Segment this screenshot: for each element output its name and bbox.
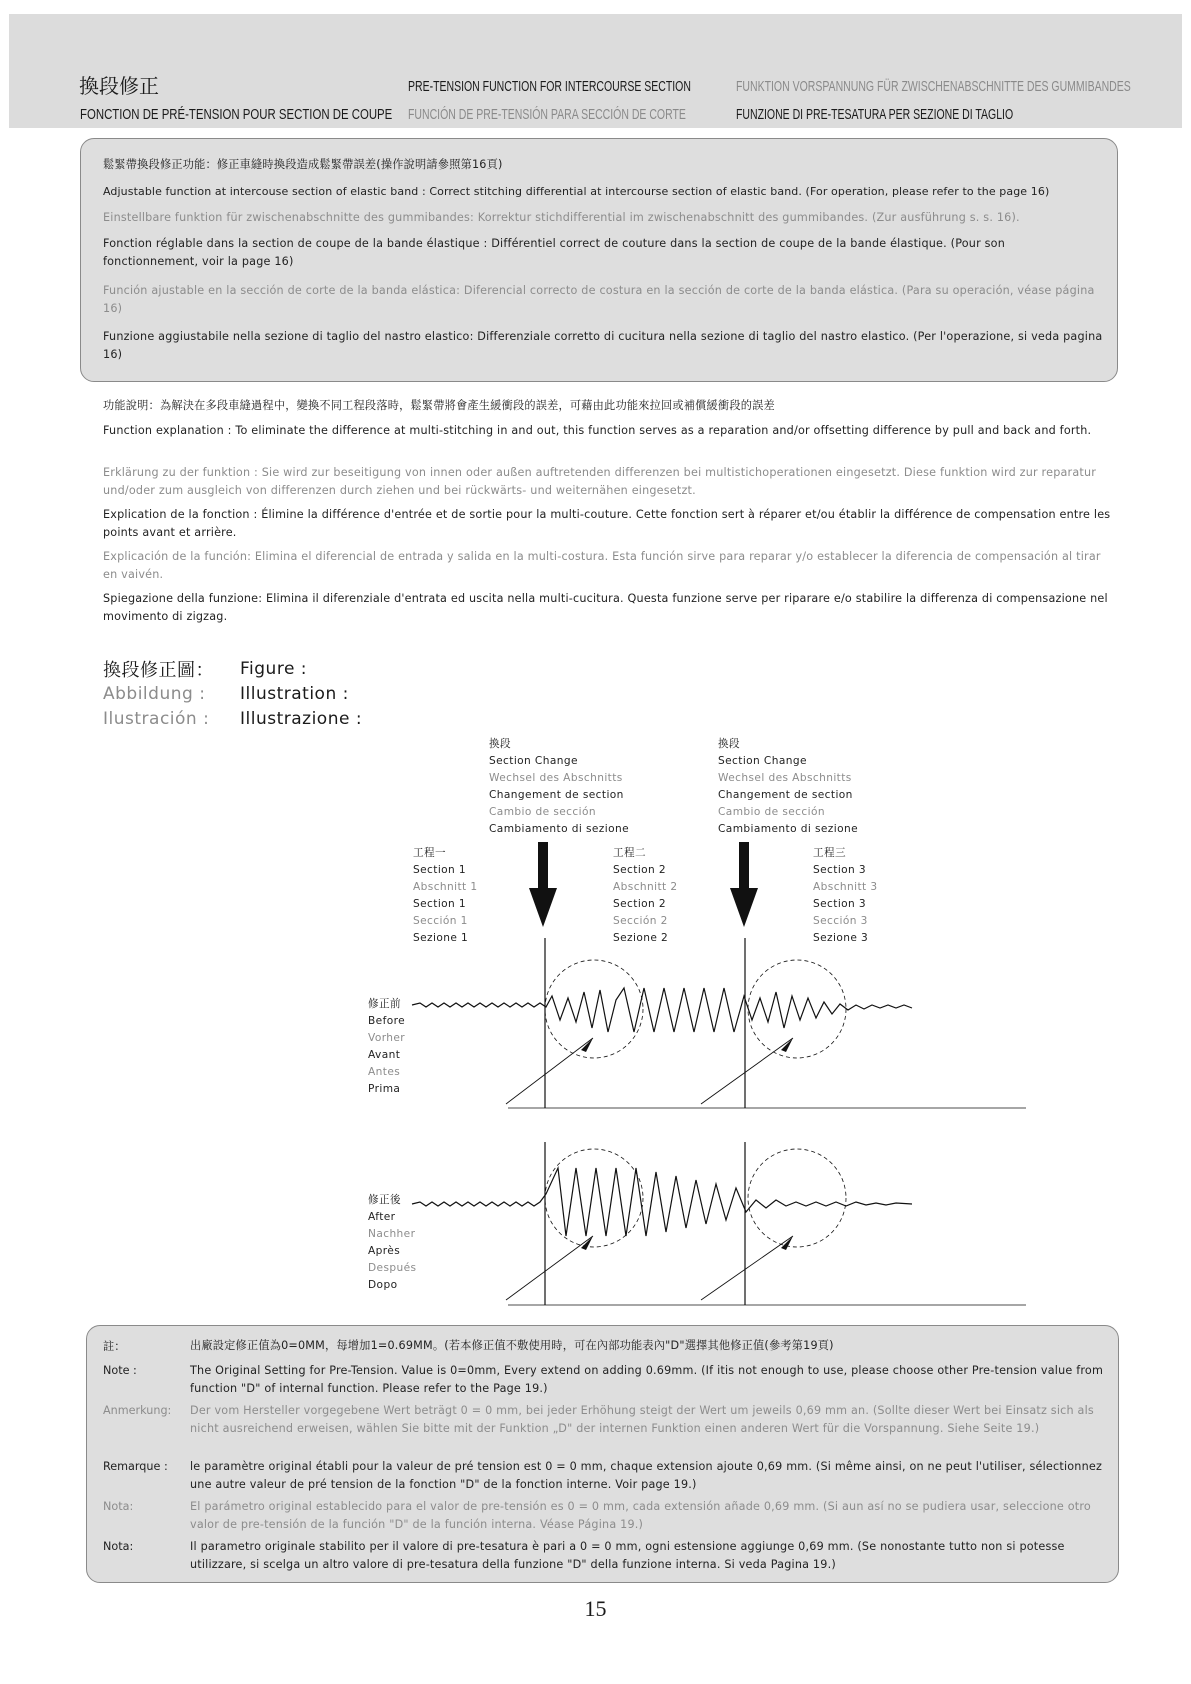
- note-zh: 出廠設定修正值為0=0MM，每增加1=0.69MM。(若本修正值不敷使用時，可在內部功能表內"D"選擇其他修正值(參考第19頁): [190, 1339, 834, 1352]
- note-it: Il parametro originale stabilito per il valore di pre-tesatura è pari a 0 = 0 mm, ogni estensione aggiunge 0,69 mm. (Se nonostante tutto non si potesse utilizzare, si scelga un altro valore di pre-tesatura della funzione "D" della funzione interna. Si veda Pagina 19.): [190, 1540, 1065, 1571]
- figure-label-es: Ilustración :: [103, 709, 210, 729]
- note-label-de: Anmerkung:: [103, 1404, 172, 1417]
- explanation-zh: 功能說明：為解決在多段車縫過程中，變換不同工程段落時，鬆緊帶將會產生緩衝段的誤差，可藉由此功能來拉回或補償緩衝段的誤差: [103, 399, 775, 412]
- en-title: PRE-TENSION FUNCTION FOR INTERCOURSE SECTION: [408, 78, 691, 95]
- note-label-zh: 註：: [103, 1340, 126, 1353]
- figure-label-zh: 換段修正圖：: [103, 660, 214, 681]
- explanation-it: Spiegazione della funzione: Elimina il diferenziale d'entrata ed uscita nella multi-cucitura. Questa funzione serve per riparare e/o stabilire la differenza di compensazione nel movimento di zigzag.: [103, 592, 1108, 623]
- explanation-en: Function explanation : To eliminate the difference at multi-stitching in and out, this function serves as a reparation and/or offsetting difference by pull and back and forth.: [103, 424, 1092, 437]
- figure-label-en: Figure :: [240, 659, 308, 679]
- zh-title: 換段修正: [79, 74, 159, 98]
- figure-label-it: Illustrazione :: [240, 709, 363, 729]
- note-label-en: Note :: [103, 1364, 137, 1377]
- note-label-es: Nota:: [103, 1500, 134, 1513]
- page-number: 15: [584, 1596, 607, 1621]
- intro-de: Einstellbare funktion für zwischenabschnitte des gummibandes: Korrektur stichdifferential im zwischenabschnitt des gummibandes. (Zur ausführung s. s. 16).: [103, 211, 1020, 224]
- note-label-fr: Remarque :: [103, 1460, 168, 1473]
- explanation-fr: Explication de la fonction : Élimine la différence d'entrée et de sortie pour la multi-couture. Cette fonction sert à réparer et/ou établir la différence de compensation entre les points avant et arrière.: [103, 508, 1111, 539]
- before-panel: [412, 938, 1026, 1108]
- it-title: FUNZIONE DI PRE-TESATURA PER SEZIONE DI TAGLIO: [736, 106, 1014, 123]
- note-de: Der vom Hersteller vorgegebene Wert beträgt 0 = 0 mm, bei jeder Erhöhung steigt der Wert um jeweils 0,69 mm an. (Sollte dieser Wert bei Einsatz sich als nicht ausreichend erweisen, wählen Sie bitte mit der Funktion „D" der internen Funktion einen anderen Wert für die Vorspannung. Siehe Seite 19.): [190, 1404, 1094, 1435]
- es-title: FUNCIÓN DE PRE-TENSIÓN PARA SECCIÓN DE CORTE: [408, 106, 686, 123]
- figure-label-de: Abbildung :: [103, 684, 206, 704]
- explanation-es: Explicación de la función: Elimina el diferencial de entrada y salida en la multi-costura. Esta función sirve para reparar y/o establecer la diferencia de compensación al tirar en vaivén.: [103, 550, 1101, 581]
- note-label-it: Nota:: [103, 1540, 134, 1553]
- note-fr: le paramètre original établi pour la valeur de pré tension est 0 = 0 mm, chaque extension ajoute 0,69 mm. (Si même ainsi, on ne peut l'utiliser, sélectionnez une autre valeur de pré tension de la fonction "D" de la fonction interne. Voir page 19.): [190, 1460, 1103, 1491]
- intro-es: Función ajustable en la sección de corte de la banda elástica: Diferencial correcto de costura en la sección de corte de la banda elástica. (Para su operación, véase página 16): [103, 284, 1095, 315]
- note-es: El parámetro original establecido para el valor de pre-tensión es 0 = 0 mm, cada extensión añade 0,69 mm. (Si aun así no se pudiera usar, seleccione otro valor de pre-tensión de la función "D" de la función interna. Véase Página 19.): [190, 1500, 1091, 1531]
- intro-zh: 鬆緊帶換段修正功能：修正車縫時換段造成鬆緊帶誤差(操作說明請參照第16頁): [103, 158, 503, 171]
- intro-fr: Fonction réglable dans la section de coupe de la bande élastique : Différentiel correct de couture dans la section de coupe de la bande élastique. (Pour son fonctionnement, voir la page 16): [103, 237, 1006, 268]
- after-panel: [412, 1142, 1026, 1305]
- section-change-arrow-2: [730, 842, 758, 927]
- intro-en: Adjustable function at intercouse section of elastic band : Correct stitching differential at intercourse section of elastic band. (For operation, please refer to the page 16): [103, 185, 1050, 198]
- intro-it: Funzione aggiustabile nella sezione di taglio del nastro elastico: Differenziale corretto di cucitura nella sezione di taglio del nastro elastico. (Per l'operazione, si veda pagina 16): [103, 330, 1103, 361]
- explanation-de: Erklärung zu der funktion : Sie wird zur beseitigung von innen oder außen auftretenden differenzen bei multistichoperationen eingesetzt. Diese funktion wird zur reparatur und/oder zum ausgleich von differenzen durch ziehen und bei rückwärts- und weiternähen eingesetzt.: [103, 466, 1097, 497]
- figure-label-fr: Illustration :: [240, 684, 349, 704]
- fr-title: FONCTION DE PRÉ-TENSION POUR SECTION DE COUPE: [80, 106, 393, 123]
- section-change-arrow-1: [529, 842, 557, 927]
- note-en: The Original Setting for Pre-Tension. Value is 0=0mm, Every extend on adding 0.69mm. (If itis not enough to use, please choose other Pre-tension value from function "D" of internal function. Please refer to the Page 19.): [190, 1364, 1104, 1395]
- de-title: FUNKTION VORSPANNUNG FÜR ZWISCHENABSCHNITTE DES GUMMIBANDES: [736, 78, 1131, 95]
